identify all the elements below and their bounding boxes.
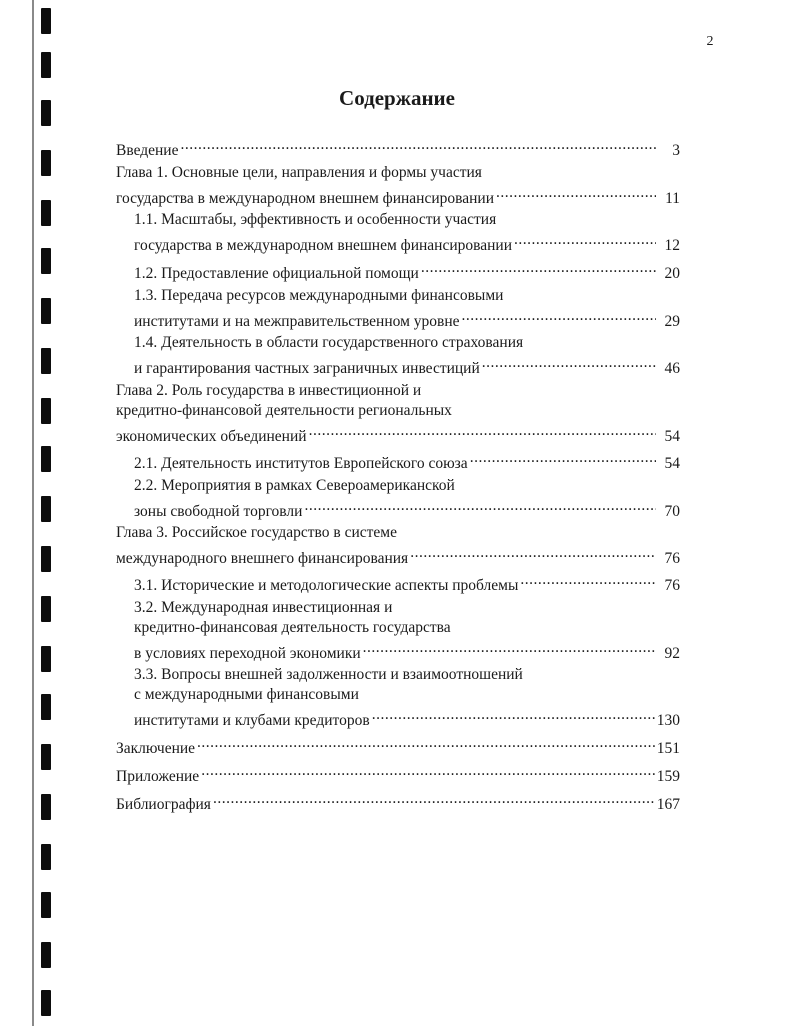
toc-entry-section-3-1[interactable] (134, 570, 680, 596)
leader-dots (421, 258, 656, 278)
leader-dots (496, 183, 656, 203)
toc-entry-section-1-3[interactable] (134, 306, 680, 332)
page-number: 2 (706, 34, 714, 49)
toc-entry-text: государства в международном внешнем финансировании (116, 190, 495, 207)
toc-entry-text: государства в международном внешнем финансировании (134, 237, 513, 254)
toc-entry-text: Введение (116, 142, 179, 159)
toc-page-number: 20 (664, 265, 680, 282)
toc-entry-text: зоны свободной торговли (134, 503, 303, 520)
leader-dots (304, 496, 656, 516)
toc-entry-text: 2.2. Мероприятия в рамках Североамериканской (134, 477, 455, 494)
toc-entry-text: Глава 3. Российское государство в системе (116, 524, 397, 541)
page-title: Содержание (339, 86, 455, 110)
toc-entry-section-1-1[interactable] (134, 230, 680, 256)
leader-dots (520, 570, 656, 590)
toc-entry-text: 2.1. Деятельность институтов Европейского союза (134, 455, 468, 472)
leader-dots (180, 135, 656, 155)
leader-dots (201, 761, 655, 781)
toc-entry-text: институтами и клубами кредиторов (134, 712, 370, 729)
toc-page-number: 54 (664, 428, 680, 445)
leader-dots (410, 543, 656, 563)
toc-page-number: 29 (664, 313, 680, 330)
toc-entry-text: 3.3. Вопросы внешней задолженности и взаимоотношений (134, 666, 523, 683)
toc-entry-text: Приложение (116, 768, 200, 785)
toc-entry-text: Библиография (116, 796, 211, 813)
toc-entry-section-1-4[interactable] (134, 353, 680, 379)
leader-dots (470, 448, 656, 468)
leader-dots (462, 306, 656, 326)
toc-entry-text: международного внешнего финансирования (116, 550, 409, 567)
toc-entry-conclusion[interactable] (116, 733, 680, 759)
toc-entry-text: 3.1. Исторические и методологические аспекты проблемы (134, 577, 519, 594)
leader-dots (514, 230, 656, 250)
toc-entry-appendix[interactable] (116, 761, 680, 787)
toc-entry-text: институтами и на межправительственном уровне (134, 313, 460, 330)
toc-entry-chapter-2[interactable] (116, 421, 680, 447)
toc-entry-bibliography[interactable] (116, 789, 680, 815)
toc-entry-text: кредитно-финансовой деятельности региональных (116, 402, 452, 419)
toc-entry-text: кредитно-финансовая деятельность государства (134, 619, 451, 636)
toc-page-number: 11 (665, 190, 680, 207)
toc-page-number: 3 (672, 142, 680, 159)
toc-entry-intro[interactable] (116, 135, 680, 161)
toc-page-number: 76 (664, 577, 680, 594)
toc-entry-text: Заключение (116, 740, 196, 757)
toc-entry-section-2-1[interactable] (134, 448, 680, 474)
toc-page-number: 12 (664, 237, 680, 254)
leader-dots (197, 733, 655, 753)
leader-dots (213, 789, 655, 809)
toc-entry-chapter-3[interactable] (116, 543, 680, 569)
toc-entry-text: 3.2. Международная инвестиционная и (134, 599, 393, 616)
toc-entry-text: и гарантирования частных заграничных инвестиций (134, 360, 480, 377)
toc-entry-section-3-3[interactable] (134, 705, 680, 731)
toc-page-number: 70 (664, 503, 680, 520)
toc-entry-text: 1.3. Передача ресурсов международными финансовыми (134, 287, 504, 304)
toc-entry-section-2-2[interactable] (134, 496, 680, 522)
toc-entry-text: в условиях переходной экономики (134, 645, 361, 662)
toc-page-number: 167 (656, 796, 680, 813)
toc-entry-text: Глава 2. Роль государства в инвестиционной и (116, 382, 422, 399)
toc-page-number: 46 (664, 360, 680, 377)
toc-entry-text: с международными финансовыми (134, 686, 359, 703)
toc-entry-text: Глава 1. Основные цели, направления и формы участия (116, 164, 482, 181)
toc-page-number: 151 (656, 740, 680, 757)
toc-entry-chapter-1[interactable] (116, 183, 680, 209)
toc-entry-section-3-2[interactable] (134, 638, 680, 664)
toc-page-number: 130 (656, 712, 680, 729)
leader-dots (309, 421, 656, 441)
toc-page-number: 54 (664, 455, 680, 472)
toc-page-number: 76 (664, 550, 680, 567)
leader-dots (482, 353, 656, 373)
toc-entry-text: 1.2. Предоставление официальной помощи (134, 265, 419, 282)
leader-dots (363, 638, 656, 658)
leader-dots (372, 705, 655, 725)
toc-entry-text: 1.1. Масштабы, эффективность и особенности участия (134, 211, 497, 228)
toc-entry-section-1-2[interactable] (134, 258, 680, 284)
toc-entry-text: 1.4. Деятельность в области государственного страхования (134, 334, 524, 351)
toc-page-number: 159 (656, 768, 680, 785)
toc-entry-text: экономических объединений (116, 428, 307, 445)
toc-page-number: 92 (664, 645, 680, 662)
